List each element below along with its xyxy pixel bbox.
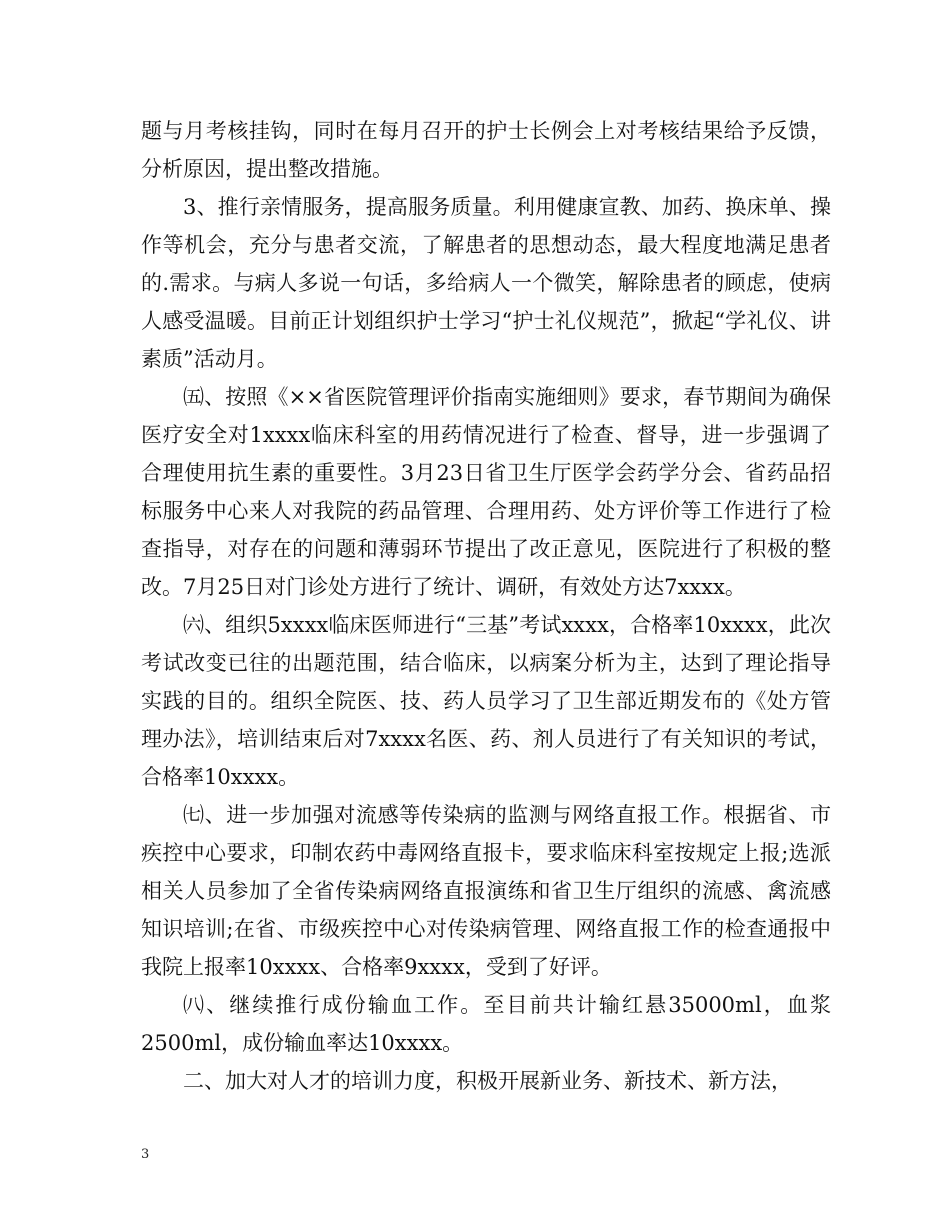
paragraph-item-6: ㈥、组织5xxxx临床医师进行“三基”考试xxxx，合格率10xxxx，此次考试改变已往的出题范围，结合临床，以病案分析为主，达到了理论指导实践的目的。组织全院医、技、药人员学习了卫生部近期发布的《处方管理办法》，培训结束后对7xxxx名医、药、剂人员进行了有关知识的考试，合格率10xxxx。 xyxy=(141,613,831,789)
paragraph-item-7: ㈦、进一步加强对流感等传染病的监测与网络直报工作。根据省、市疾控中心要求，印制农药中毒网络直报卡，要求临床科室按规定上报;选派相关人员参加了全省传染病网络直报演练和省卫生厅组织的流感、禽流感知识培训;在省、市级疾控中心对传染病管理、网络直报工作的检查通报中我院上报率10xxxx、合格率9xxxx，受到了好评。 xyxy=(141,803,831,979)
paragraph-item-3: 3、推行亲情服务，提高服务质量。利用健康宣教、加药、换床单、操作等机会，充分与患者交流，了解患者的思想动态，最大程度地满足患者的.需求。与病人多说一句话，多给病人一个微笑，解除患者的顾虑，使病人感受温暖。目前正计划组织护士学习“护士礼仪规范”，掀起“学礼仪、讲素质”活动月。 xyxy=(141,195,831,371)
paragraph-item-8: ㈧、继续推行成份输血工作。至目前共计输红悬35000ml，血浆2500ml，成份输血率达10xxxx。 xyxy=(141,993,831,1055)
document-body xyxy=(141,112,831,1100)
paragraph-continuation: 题与月考核挂钩，同时在每月召开的护士长例会上对考核结果给予反馈，分析原因，提出整改措施。 xyxy=(141,119,831,181)
paragraph-section-2: 二、加大对人才的培训力度，积极开展新业务、新技术、新方法， xyxy=(183,1069,792,1093)
page-number: 3 xyxy=(141,1147,150,1162)
paragraph-item-5: ㈤、按照《××省医院管理评价指南实施细则》要求，春节期间为确保医疗安全对1xxxx临床科室的用药情况进行了检查、督导，进一步强调了合理使用抗生素的重要性。3月23日省卫生厅医学会药学分会、省药品招标服务中心来人对我院的药品管理、合理用药、处方评价等工作进行了检查指导，对存在的问题和薄弱环节提出了改正意见，医院进行了积极的整改。7月25日对门诊处方进行了统计、调研，有效处方达7xxxx。 xyxy=(141,385,831,599)
